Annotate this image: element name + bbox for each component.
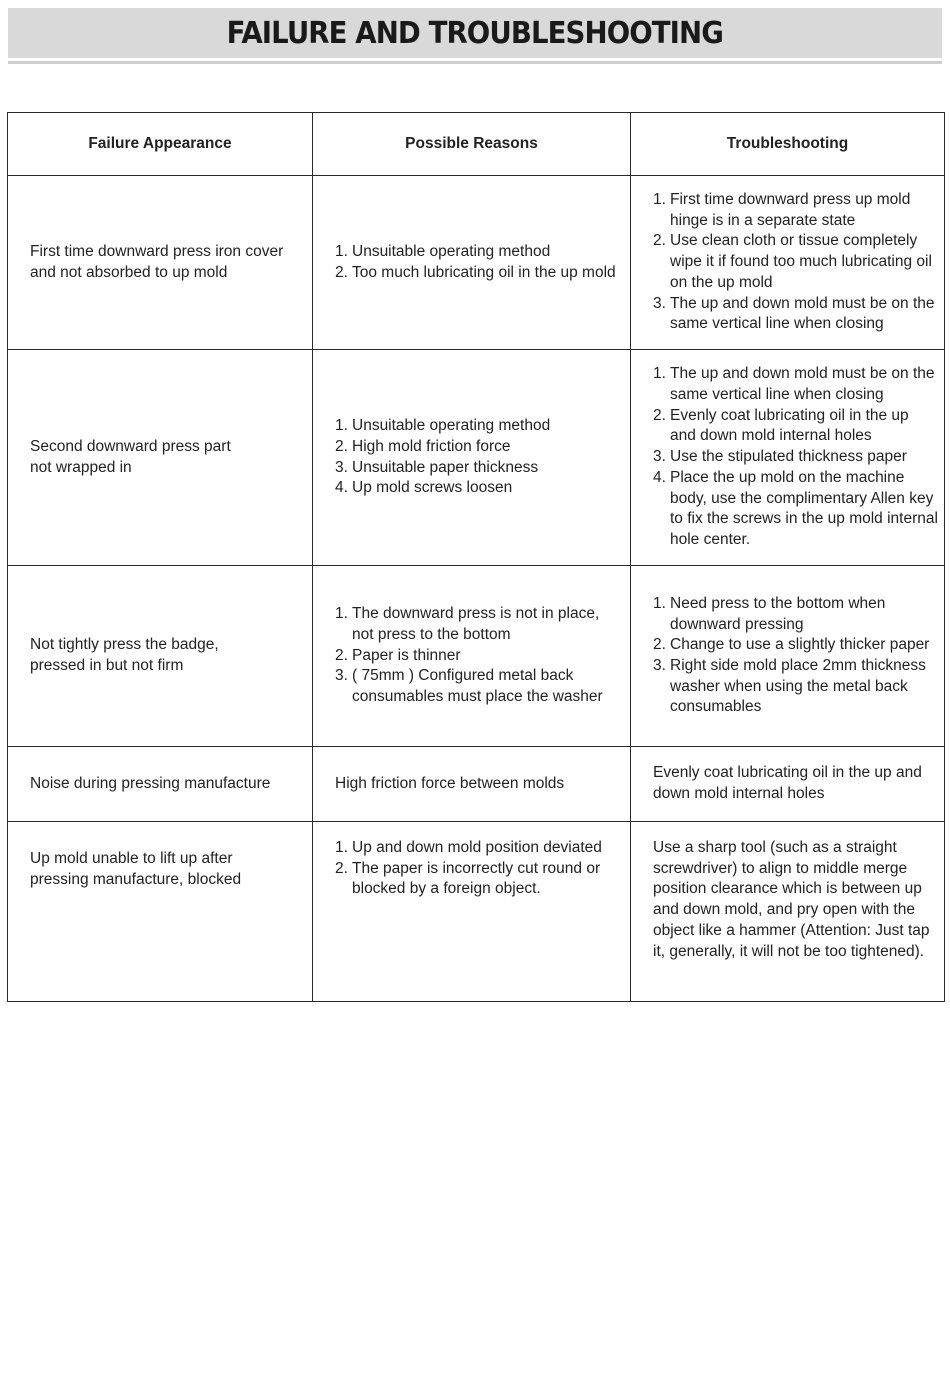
fixes-cell [631, 566, 945, 747]
list-item: 4. Up mold screws loosen [335, 478, 622, 499]
table-header-row [8, 113, 945, 176]
fix-text: First time downward press up mold hinge is in a separate state [670, 191, 911, 229]
fix-text: Need press to the bottom when downward pressing [670, 594, 886, 633]
fix-text: Place the up mold on the machine body, use the complimentary Allen key to fix the screws in the up mold internal hole center. [670, 468, 938, 548]
reasons-cell [313, 350, 631, 566]
list-item: 3. Right side mold place 2mm thickness washer when using the metal back consumables [653, 656, 938, 718]
fix-text: Evenly coat lubricating oil in the up and down mold internal holes [670, 406, 909, 445]
fix-text: The up and down mold must be on the same vertical line when closing [670, 294, 935, 333]
reasons-cell [313, 566, 631, 747]
fix-text: Evenly coat lubricating oil in the up and down mold internal holes [653, 764, 922, 802]
list-item: 2. The paper is incorrectly cut round or blocked by a foreign object. [335, 859, 622, 900]
fix-text: Right side mold place 2mm thickness washer when using the metal back consumables [670, 657, 926, 716]
failure-text: pressing manufacture, blocked [30, 870, 242, 888]
fix-text: The up and down mold must be on the same vertical line when closing [670, 365, 935, 404]
reason-text: Paper is thinner [352, 646, 461, 664]
reason-text: Unsuitable paper thickness [352, 458, 539, 476]
table-row [8, 822, 945, 1002]
failure-text: not wrapped in [30, 458, 132, 476]
header-failure-appearance: Failure Appearance [8, 113, 313, 176]
header-possible-reasons: Possible Reasons [313, 113, 631, 176]
list-item: 1. The up and down mold must be on the same vertical line when closing [653, 364, 938, 405]
list-item: 1. Unsuitable operating method [335, 416, 622, 437]
reason-text: Too much lubricating oil in the up mold [352, 263, 616, 281]
troubleshooting-table [7, 112, 945, 1002]
reason-text: ( 75mm ) Configured metal back consumables must place the washer [352, 667, 603, 706]
reason-text: Unsuitable operating method [352, 242, 551, 260]
fixes-cell [631, 747, 945, 822]
list-item: 3. Use the stipulated thickness paper [653, 447, 938, 468]
reason-text: The paper is incorrectly cut round or blocked by a foreign object. [352, 859, 601, 898]
list-item: 3. ( 75mm ) Configured metal back consumables must place the washer [335, 666, 622, 707]
table-row [8, 747, 945, 822]
reasons-cell [313, 822, 631, 1002]
table-row [8, 176, 945, 350]
failure-text: pressed in but not firm [30, 657, 184, 674]
list-item: 1. First time downward press up mold hinge is in a separate state [653, 190, 938, 231]
fixes-cell [631, 176, 945, 350]
failure-text: and not absorbed to up mold [30, 263, 228, 281]
failure-text: Not tightly press the badge, [30, 636, 219, 654]
list-item: 2. High mold friction force [335, 437, 622, 458]
fix-text: Use clean cloth or tissue completely wipe it if found too much lubricating oil on the up mold [670, 232, 932, 291]
reason-text: High mold friction force [352, 437, 511, 455]
list-item: 2. Change to use a slightly thicker paper [653, 635, 938, 656]
list-item: 1. Need press to the bottom when downward pressing [653, 594, 938, 635]
title-divider [8, 61, 942, 64]
reason-text: The downward press is not in place, not press to the bottom [352, 605, 600, 643]
failure-cell [8, 566, 313, 747]
failure-text: Up mold unable to lift up after [30, 850, 233, 867]
list-item: 3. Unsuitable paper thickness [335, 458, 622, 479]
list-item: 1. Unsuitable operating method [335, 242, 622, 263]
list-item: 3. The up and down mold must be on the same vertical line when closing [653, 294, 938, 335]
failure-cell [8, 176, 313, 350]
failure-cell [8, 822, 313, 1002]
table-row [8, 566, 945, 747]
list-item: 2. Evenly coat lubricating oil in the up and down mold internal holes [653, 406, 938, 447]
list-item: 2. Paper is thinner [335, 646, 622, 667]
failure-cell [8, 747, 313, 822]
list-item: 4. Place the up mold on the machine body, use the complimentary Allen key to fix the screws in the up mold internal hole center. [653, 468, 938, 551]
failure-text: Second downward press part [30, 437, 231, 455]
fixes-cell [631, 822, 945, 1002]
reason-text: Up and down mold position deviated [352, 839, 602, 856]
failure-text: First time downward press iron cover [30, 242, 284, 260]
fix-text: Use the stipulated thickness paper [670, 448, 907, 466]
fix-text: Change to use a slightly thicker paper [670, 636, 930, 654]
reason-text: High friction force between molds [335, 774, 565, 792]
failure-text: Noise during pressing manufacture [30, 774, 271, 792]
fixes-cell [631, 350, 945, 566]
table-row [8, 350, 945, 566]
title-bar [8, 8, 942, 58]
list-item: 2. Too much lubricating oil in the up mold [335, 263, 622, 284]
failure-cell [8, 350, 313, 566]
reasons-cell [313, 176, 631, 350]
reasons-cell [313, 747, 631, 822]
list-item: 2. Use clean cloth or tissue completely wipe it if found too much lubricating oil on the up mold [653, 231, 938, 293]
reason-text: Up mold screws loosen [352, 479, 513, 497]
list-item: 1. Up and down mold position deviated [335, 838, 622, 859]
list-item: 1. The downward press is not in place, not press to the bottom [335, 604, 622, 645]
header-troubleshooting: Troubleshooting [631, 113, 945, 176]
fix-text: Use a sharp tool (such as a straight screwdriver) to align to middle merge position clearance which is between up and down mold, and pry open with the object like a hammer (Attention: Just tap it, generally, it will not be too tightened). [653, 839, 930, 960]
page-title: FAILURE AND TROUBLESHOOTING [226, 15, 724, 51]
reason-text: Unsuitable operating method [352, 417, 551, 435]
